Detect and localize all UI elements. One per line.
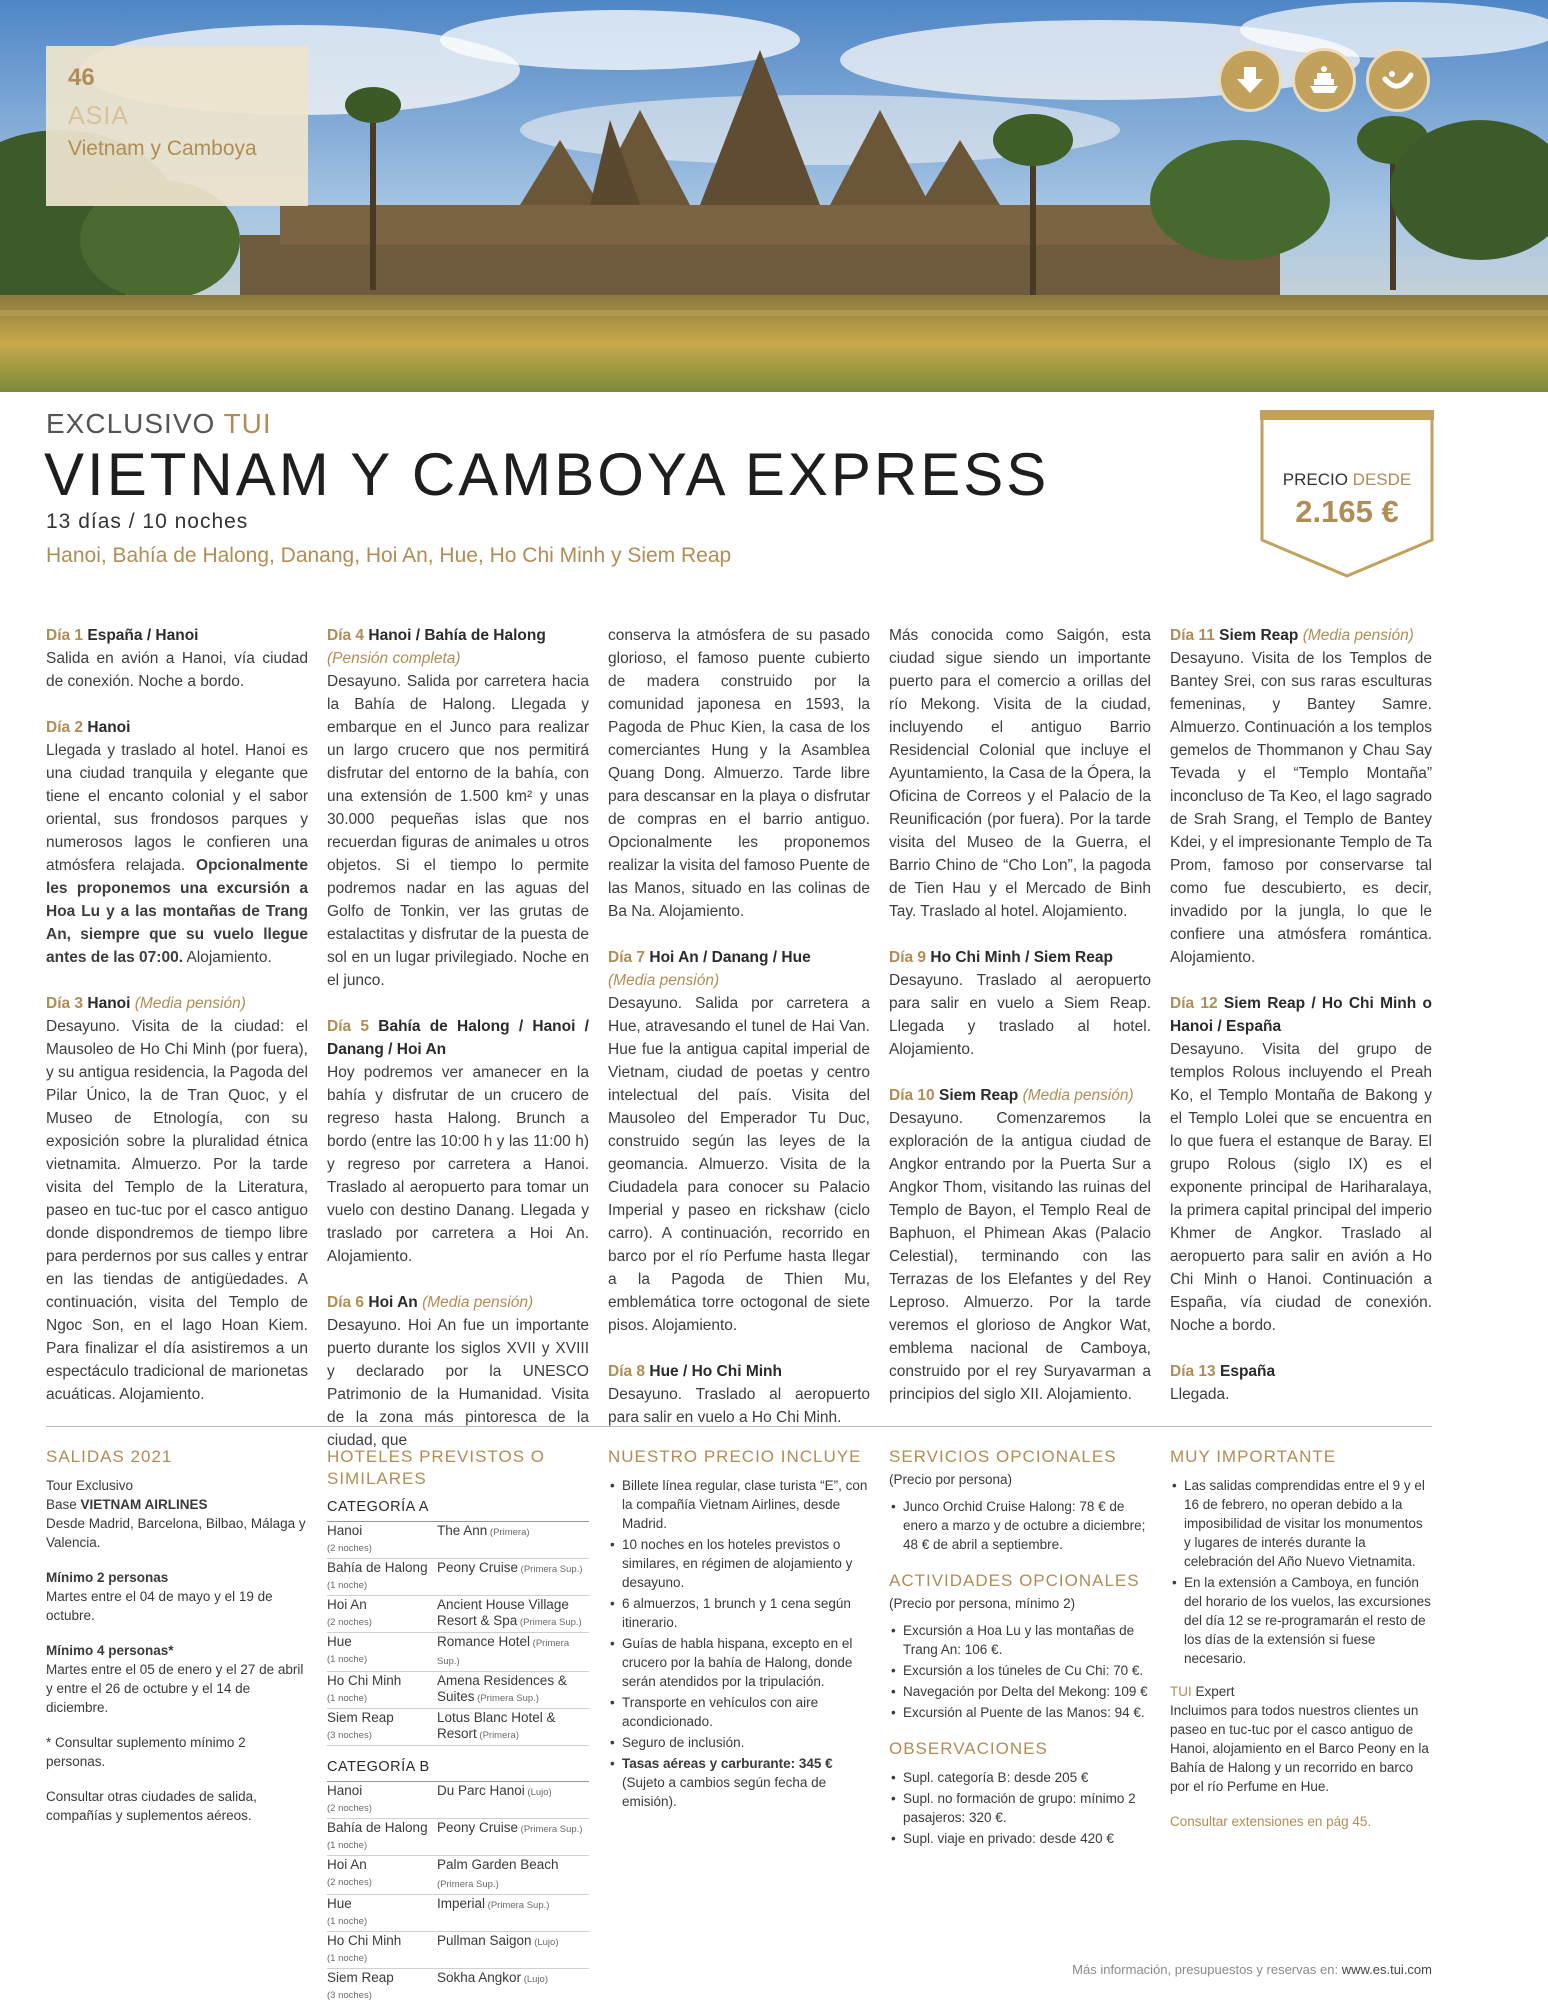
hotel-name: Amena Residences & Suites (Primera Sup.) [437,1673,567,1704]
itinerary-column-1 [46,624,308,1429]
hotel-name: Romance Hotel (Primera Sup.) [437,1634,570,1667]
hotel-name: Peony Cruise (Primera Sup.) [437,1560,583,1575]
hotel-city: Bahía de Halong (1 noche) [327,1560,428,1591]
important-heading: MUY IMPORTANTE [1170,1447,1337,1466]
region-label: ASIA [68,102,129,130]
day-entry: Día 5 Bahía de Halong / Hanoi / Danang / Hoi An Hoy podremos ver amanecer en la bahía y disfrutar de un crucero de regreso hasta Halong. Brunch a bordo (entre las 10:00 h y las 11:00 h) y regreso por carretera a Hanoi. Traslado al aeropuerto para tomar un vuelo con destino Danang. Llegada y traslado por carretera a Hoi An. Alojamiento. [327,1018,589,1265]
price-value: 2.165 € [1295,494,1399,529]
tui-smile-icon [1366,48,1430,112]
hotel-name: Pullman Saigon (Lujo) [437,1933,559,1948]
hotel-row [327,1559,589,1596]
trip-duration: 13 días / 10 noches [46,510,249,533]
hotel-city: Ho Chi Minh (1 noche) [327,1673,402,1704]
exclusive-label [46,408,272,440]
important-item: • Las salidas comprendidas entre el 9 y el 16 de febrero, no operan debido a la imposibilidad de visitar los monumentos y lugares de interés durante la celebración del Año Nuevo Vietnamita. [1170,1476,1432,1571]
includes-item: • Guías de habla hispana, excepto en el crucero por la bahía de Halong, donde serán atendidos por la tripulación. [608,1634,870,1691]
hotel-city: Ho Chi Minh (1 noche) [327,1933,402,1964]
itinerary-column-4 [889,624,1151,1429]
hotel-row [327,1633,589,1672]
feature-icons [1218,48,1430,112]
hotel-city: Hanoi (2 noches) [327,1523,372,1554]
hotel-row [327,1672,589,1709]
includes-item: • 10 noches en los hoteles previstos o similares, en régimen de alojamiento y desayuno. [608,1535,870,1592]
hero-image [0,0,1548,392]
cruise-ship-icon [1292,48,1356,112]
exclusive-brand: TUI [223,408,272,439]
day-entry: Día 12 Siem Reap / Ho Chi Minh o Hanoi / España Desayuno. Visita del grupo de templos Rolous incluyendo el Preah Ko, el Templo Montaña de Bakong y el Templo Lolei que se encuentra en lo que fuera el estanque de Baray. El grupo Rolous (siglo IX) es el exponente principal de Hariharalaya, la primera capital principal del imperio Khmer de Angkor. Traslado al aeropuerto para salir en avión a Ho Chi Minh o Hanoi. Continuación a España, vía ciudad de conexión. Noche a bordo. [1170,995,1432,1334]
includes-item: • Transporte en vehículos con aire acondicionado. [608,1693,870,1731]
service-item: • Junco Orchid Cruise Halong: 78 € de enero a marzo y de octubre a diciembre; 48 € de abril a septiembre. [889,1497,1151,1554]
observation-item: • Supl. no formación de grupo: mínimo 2 pasajeros: 320 €. [889,1789,1151,1827]
hotel-name: Ancient House Village Resort & Spa (Primera Sup.) [437,1597,582,1628]
hotel-city: Hue (1 noche) [327,1634,368,1665]
hotel-city: Hoi An (2 noches) [327,1597,372,1628]
section-divider [46,1426,1432,1427]
day-entry: Día 3 Hanoi (Media pensión) Desayuno. Visita de la ciudad: el Mausoleo de Ho Chi Minh (por fuera), y su antigua residencia, la Pagoda del Pilar Único, la de Tran Quoc, y el Museo de Etnología, con su exposición sobre la pluralidad étnica vietnamita. Almuerzo. Por la tarde visita del Templo de la Literatura, paseo en tuc-tuc por el casco antiguo donde dispondremos de tiempo libre para perdernos por sus calles y entrar en las tiendas de antigüedades. A continuación, visita del Templo de Ngoc Son, en el lago Hoan Kiem. Para finalizar el día asistiremos a un espectáculo tradicional de marionetas acuáticas. Alojamiento. [46,995,308,1403]
hotel-city: Bahía de Halong (1 noche) [327,1820,428,1851]
day-entry: Día 6 Hoi An (Media pensión) Desayuno. Hoi An fue un importante puerto durante los siglos XVII y XVIII y declarado por la UNESCO Patrimonio de la Humanidad. Visita de la zona más pintoresca de la ciudad, que [327,1294,589,1449]
hotel-city: Hue (1 noche) [327,1896,368,1927]
day-entry: Día 7 Hoi An / Danang / Hue (Media pensión) Desayuno. Salida por carretera a Hue, atravesando el tunel de Hai Van. Hue fue la antigua capital imperial de Vietnam, ciudad de poetas y centro intelectual del país. Visita del Mausoleo del Emperador Tu Duc, construido según las leyes de la geomancia. Almuerzo. Visita de la Ciudadela para conocer su Palacio Imperial y paseo en rickshaw (ciclo carro). A continuación, recorrido en barco por el río Perfume hasta llegar a la Pagoda de Thien Mu, emblemática torre octogonal de siete pisos. Alojamiento. [608,949,870,1334]
hotel-row [327,1596,589,1633]
day-entry: Más conocida como Saigón, esta ciudad sigue siendo un importante puerto para el comercio a orillas del río Mekong. Visita de la ciudad, incluyendo el antiguo Barrio Residencial Colonial que incluye el Ayuntamiento, la Casa de la Ópera, la Oficina de Correos y el Palacio de la Reunificación (por fuera). Por la tarde visita del Museo de la Guerra, el Barrio Chino de “Cho Lon”, la pagoda de Tien Hau y el Mercado de Binh Tay. Traslado al hotel. Alojamiento. [889,627,1151,920]
day-entry: Día 2 Hanoi Llegada y traslado al hotel. Hanoi es una ciudad tranquila y elegante que tiene el encanto colonial y el sabor oriental, sus frondosos parques y numerosos lagos le confieren una atmósfera relajada. Opcionalmente les proponemos una excursión a Hoa Lu y a las montañas de Trang An, siempre que su vuelo llegue antes de las 07:00. Alojamiento. [46,719,308,966]
price-label: PRECIO DESDE [1282,470,1412,489]
activity-item: • Excursión a Hoa Lu y las montañas de Trang An: 106 €. [889,1621,1151,1659]
website-link[interactable]: www.es.tui.com [1341,1962,1432,1977]
tui-expert-text: Incluimos para todos nuestros clientes un paseo en tuc-tuc por el casco antiguo de Hanoi, alojamiento en el Barco Peony en la Bahía de Halong y un recorrido en barco por el río Perfume en Hue. [1170,1703,1429,1794]
hotel-name: Imperial (Primera Sup.) [437,1896,550,1911]
includes-item: • 6 almuerzos, 1 brunch y 1 cena según itinerario. [608,1594,870,1632]
trip-route: Hanoi, Bahía de Halong, Danang, Hoi An, Hue, Ho Chi Minh y Siem Reap [46,544,732,567]
hotel-row [327,1782,589,1819]
hotel-name: The Ann (Primera) [437,1523,530,1538]
hotels-section [327,1446,589,2000]
includes-item: • Billete línea regular, clase turista “E”, con la compañía Vietnam Airlines, desde Madrid. [608,1476,870,1533]
day-entry: Día 10 Siem Reap (Media pensión) Desayuno. Comenzaremos la exploración de la antigua ciudad de Angkor entrando por la Puerta Sur a Angkor Thom, visitando las ruinas del Templo de Bayon, el Templo Real de Baphuon, el Phimean Akas (Palacio Celestial), terminando con las Terrazas de los Elefantes y del Rey Leproso. Almuerzo. Por la tarde veremos el glorioso de Angkor Wat, emblema nacional de Camboya, construido por el rey Suryavarman a principios del siglo XII. Alojamiento. [889,1087,1151,1403]
hotel-city: Hanoi (2 noches) [327,1783,372,1814]
itinerary-column-5 [1170,624,1432,1429]
day-entry: Día 8 Hue / Ho Chi Minh Desayuno. Traslado al aeropuerto para salir en vuelo a Ho Chi Minh. [608,1363,870,1426]
subregion-label: Vietnam y Camboya [68,137,257,160]
day-entry: Día 11 Siem Reap (Media pensión) Desayuno. Visita de los Templos de Bantey Srei, con sus raras esculturas femeninas, y Bantey Samre. Almuerzo. Continuación a los templos gemelos de Thommanon y Chau Say Tevada y el “Templo Montaña” inconcluso de Ta Keo, el lago sagrado de Srah Srang, el Templo de Bantey Kdei, y el impresionante Templo de Ta Prom, famoso por conservarse tal como fue descubierto, es decir, invadido por la jungla, lo que le confiere una atmósfera romántica. Alojamiento. [1170,627,1432,966]
optional-services-section: SERVICIOS OPCIONALES (Precio por persona) • Junco Orchid Cruise Halong: 78 € de enero a marzo y de octubre a diciembre; 48 € de abril a septiembre. ACTIVIDADES OPCIONALES (Precio por persona, mínimo 2) • Excursión a Hoa Lu y las montañas de Trang An: 106 €. • Excursión a los túneles de Cu Chi: 70 €. • Navegación por Delta del Mekong: 109 € • Excursión al Puente de las Manos: 94 €. OBSERVACIONES • Supl. categoría B: desde 205 € • Supl. no formación de grupo: mínimo 2 pasajeros: 320 €. • Supl. viaje en privado: desde 420 € [889,1446,1151,1850]
includes-item: • Seguro de inclusión. [608,1733,870,1752]
hotel-name: Peony Cruise (Primera Sup.) [437,1820,583,1835]
hotel-row [327,1819,589,1856]
day-entry: conserva la atmósfera de su pasado glorioso, el famoso puente cubierto de madera construido por la comunidad japonesa en 1593, la Pagoda de Phuc Kien, la casa de los comerciantes Hung y la Asamblea Quang Dong. Almuerzo. Tarde libre para descansar en la playa o disfrutar de compras en el barrio antiguo. Opcionalmente les proponemos realizar la visita del famoso Puente de las Manos, situado en las colinas de Ba Na. Alojamiento. [608,627,870,920]
departures-section: SALIDAS 2021 Tour Exclusivo Base VIETNAM AIRLINES Desde Madrid, Barcelona, Bilbao, Málaga y Valencia. Mínimo 2 personas Martes entre el 04 de mayo y el 19 de octubre. Mínimo 4 personas* Martes entre el 05 de enero y el 27 de abril y entre el 26 de octubre y el 14 de diciembre. * Consultar suplemento mínimo 2 personas. Consultar otras ciudades de salida, compañías y suplementos aéreos. [46,1446,308,1841]
activity-item: • Excursión a los túneles de Cu Chi: 70 €. [889,1661,1151,1680]
page-number: 46 [68,64,95,91]
price-badge [1260,410,1434,578]
section-tag [46,46,308,206]
activity-item: • Excursión al Puente de las Manos: 94 €. [889,1703,1151,1722]
hotel-row [327,1856,589,1895]
hotel-city: Siem Reap (3 noches) [327,1970,394,2000]
activity-item: • Navegación por Delta del Mekong: 109 € [889,1682,1151,1701]
observation-item: • Supl. viaje en privado: desde 420 € [889,1829,1151,1848]
hotel-city: Siem Reap (3 noches) [327,1710,394,1741]
hotel-row [327,1522,589,1559]
category-a-title: CATEGORÍA A [327,1499,429,1515]
hotel-name: Palm Garden Beach (Primera Sup.) [437,1857,559,1890]
hotel-row [327,1895,589,1932]
taxes-item: • Tasas aéreas y carburante: 345 € (Sujeto a cambios según fecha de emisión). [608,1754,870,1811]
exclusive-prefix: EXCLUSIVO [46,408,216,439]
price-includes-section [608,1446,870,1813]
observation-item: • Supl. categoría B: desde 205 € [889,1768,1151,1787]
day-entry: Día 9 Ho Chi Minh / Siem Reap Desayuno. Traslado al aeropuerto para salir en vuelo a Siem Reap. Llegada y traslado al hotel. Alojamiento. [889,949,1151,1058]
important-item: • En la extensión a Camboya, en función del horario de los vuelos, las excursiones del día 12 se re-programarán el resto de los días de la extensión si fuese necesario. [1170,1573,1432,1668]
services-heading: SERVICIOS OPCIONALES [889,1447,1117,1466]
day-entry: Día 13 España Llegada. [1170,1363,1276,1403]
itinerary-column-3 [608,624,870,1452]
hotel-name: Sokha Angkor (Lujo) [437,1970,548,1985]
hotel-row [327,1969,589,2000]
category-b-title: CATEGORÍA B [327,1759,430,1775]
includes-heading: NUESTRO PRECIO INCLUYE [608,1447,862,1466]
hotel-city: Hoi An (2 noches) [327,1857,372,1888]
down-arrow-icon [1218,48,1282,112]
hotels-heading: HOTELES PREVISTOS O SIMILARES [327,1447,546,1488]
footer: Más información, presupuestos y reservas en: www.es.tui.com [1072,1962,1432,1977]
page-title: VIETNAM Y CAMBOYA EXPRESS [44,441,1050,508]
important-section [1170,1446,1432,1847]
hotel-name: Du Parc Hanoi (Lujo) [437,1783,552,1798]
includes-list [608,1476,870,1752]
hotel-row [327,1709,589,1746]
day-entry: Día 1 España / Hanoi Salida en avión a Hanoi, vía ciudad de conexión. Noche a bordo. [46,627,308,690]
observations-heading: OBSERVACIONES [889,1739,1048,1758]
day-entry: Día 4 Hanoi / Bahía de Halong (Pensión completa) Desayuno. Salida por carretera hacia la Bahía de Halong. Llegada y embarque en el Junco para realizar un largo crucero que nos permitirá disfrutar del entorno de la bahía, con una extensión de 1.500 km² y unas 30.000 pequeñas islas que nos recuerdan figuras de animales u otros objetos. Si el tiempo lo permite podremos nadar en las aguas del Golfo de Tonkin, ver las grutas de estalactitas y disfrutar de la puesta de sol en un lugar privilegiado. Noche en el junco. [327,627,589,989]
extensions-link[interactable]: Consultar extensiones en pág 45. [1170,1814,1372,1829]
hotel-row [327,1932,589,1969]
activities-heading: ACTIVIDADES OPCIONALES [889,1571,1140,1590]
tui-expert-title: TUI Expert [1170,1684,1235,1699]
itinerary-column-2 [327,624,589,1475]
hotel-name: Lotus Blanc Hotel & Resort (Primera) [437,1710,556,1741]
departures-heading: SALIDAS 2021 [46,1447,173,1466]
